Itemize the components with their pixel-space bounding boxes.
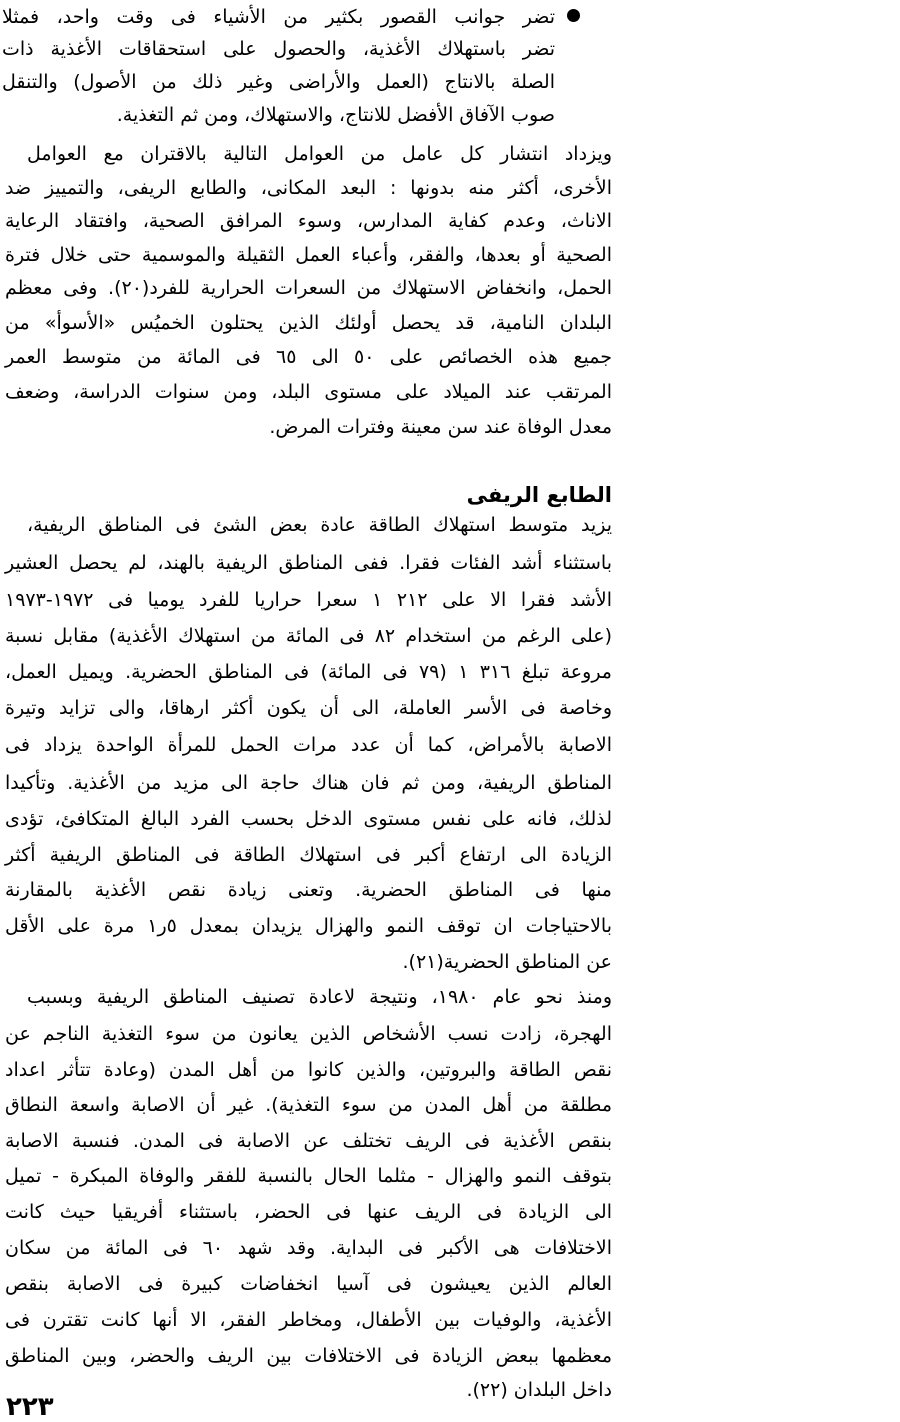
text-line: الأشد فقرا الا على ٢١٢ ١ سعرا حراريا للفرد يوميا فى ١٩٧٢-١٩٧٣	[5, 589, 612, 611]
text-line: (على الرغم من استخدام ٨٢ فى المائة من استهلاك الأغذية) مقابل نسبة	[5, 625, 612, 647]
section-heading: الطابع الريفى	[466, 483, 612, 507]
text-line: مروعة تبلغ ٣١٦ ١ (٧٩ فى المائة) فى المناطق الحضرية. ويميل العمل،	[5, 661, 612, 683]
text-line: صوب الآفاق الأفضل للانتاج، والاستهلاك، ومن ثم التغذية.	[116, 104, 555, 126]
text-line: الأخرى، أكثر منه بدونها : البعد المكانى، والطابع الريفى، والتمييز ضد	[5, 177, 612, 199]
text-line: المرتقب عند الميلاد على مستوى البلد، ومن سنوات الدراسة، وضعف	[5, 381, 612, 403]
text-line: بتوقف النمو والهزال - مثلما الحال بالنسبة للفقر والوفاة المبكرة - تميل	[5, 1165, 612, 1187]
text-line: داخل البلدان (٢٢).	[466, 1379, 612, 1401]
text-line: الاناث، وعدم كفاية المدارس، وسوء المرافق الصحية، وافتقاد الرعاية	[5, 210, 612, 232]
text-line: الأغذية، والوفيات بين الأطفال، ومخاطر الفقر، الا أنها كانت تقترن فى	[5, 1309, 612, 1331]
text-line: الصحية أو بعدها، والفقر، وأعباء العمل الثقيلة والموسمية حتى خلال فترة	[5, 244, 612, 266]
text-line: جميع هذه الخصائص على ٥٠ الى ٦٥ فى المائة من متوسط العمر	[5, 346, 612, 368]
text-line: بنقص الأغذية فى الريف تختلف عن الاصابة فى المدن. فنسبة الاصابة	[5, 1130, 612, 1152]
text-line: الهجرة، زادت نسب الأشخاص الذين يعانون من سوء التغذية الناجم عن	[5, 1023, 612, 1045]
text-line: المناطق الريفية، ومن ثم فان هناك حاجة الى مزيد من الأغذية. وتأكيدا	[5, 772, 612, 794]
text-line: العالم الذين يعيشون فى آسيا انخفاضات كبيرة فى الاصابة بنقص	[5, 1273, 612, 1295]
text-line: تضر باستهلاك الأغذية، والحصول على استحقاقات الأغذية ذات	[2, 38, 555, 60]
text-line: يزيد متوسط استهلاك الطاقة عادة بعض الشئ فى المناطق الريفية،	[27, 514, 612, 536]
text-line: معدل الوفاة عند سن معينة وفترات المرض.	[269, 416, 612, 438]
text-line: ومنذ نحو عام ١٩٨٠، ونتيجة لاعادة تصنيف المناطق الريفية وبسبب	[27, 986, 612, 1008]
text-line: الاختلافات هى الأكبر فى البداية. وقد شهد ٦٠ فى المائة من سكان	[5, 1237, 612, 1259]
page-number: ٢٢٣	[6, 1392, 54, 1422]
text-line: نقص الطاقة والبروتين، والذين كانوا من أهل المدن (وعادة تتأثر اعداد	[5, 1059, 612, 1081]
text-line: عن المناطق الحضرية(٢١).	[402, 951, 612, 973]
bullet-icon	[567, 9, 580, 22]
text-line: الزيادة الى ارتفاع أكبر فى استهلاك الطاقة فى المناطق الريفية أكثر	[5, 844, 612, 866]
text-line: الحمل، وانخفاض الاستهلاك من السعرات الحرارية للفرد(٢٠). وفى معظم	[5, 277, 612, 299]
text-line: باستثناء أشد الفئات فقرا. ففى المناطق الريفية بالهند، لم يحصل العشير	[5, 552, 612, 574]
text-line: لذلك، فانه على نفس مستوى الدخل بحسب الفرد البالغ المتكافئ، تؤدى	[5, 808, 612, 830]
text-line: منها فى المناطق الحضرية. وتعنى زيادة نقص الأغذية بالمقارنة	[5, 879, 612, 901]
text-line: تضر جوانب القصور بكثير من الأشياء فى وقت واحد، فمثلا	[2, 6, 555, 28]
text-line: بالاحتياجات ان توقف النمو والهزال يزيدان بمعدل ٥ر١ مرة على الأقل	[5, 915, 612, 937]
text-line: معظمها ببعض الزيادة فى الاختلافات بين الريف والحضر، وبين المناطق	[5, 1345, 612, 1367]
text-line: الى الزيادة فى الريف عنها فى الحضر، باستثناء أفريقيا حيث كانت	[5, 1201, 612, 1223]
text-line: البلدان النامية، قد يحصل أولئك الذين يحتلون الخميُس «الأسوأ» من	[5, 312, 612, 334]
text-line: مطلقة من أهل المدن من سوء التغذية). غير أن الاصابة واسعة النطاق	[5, 1094, 612, 1116]
text-line: الاصابة بالأمراض، كما أن عدد مرات الحمل للمرأة الواحدة يزداد فى	[5, 734, 612, 756]
text-line: الصلة بالانتاج (العمل والأراضى وغير ذلك من الأصول) والتنقل	[2, 71, 555, 93]
text-line: وخاصة فى الأسر العاملة، الى أن يكون أكثر ارهاقا، والى تزايد وتيرة	[5, 697, 612, 719]
text-line: ويزداد انتشار كل عامل من العوامل التالية بالاقتران مع العوامل	[27, 143, 612, 165]
